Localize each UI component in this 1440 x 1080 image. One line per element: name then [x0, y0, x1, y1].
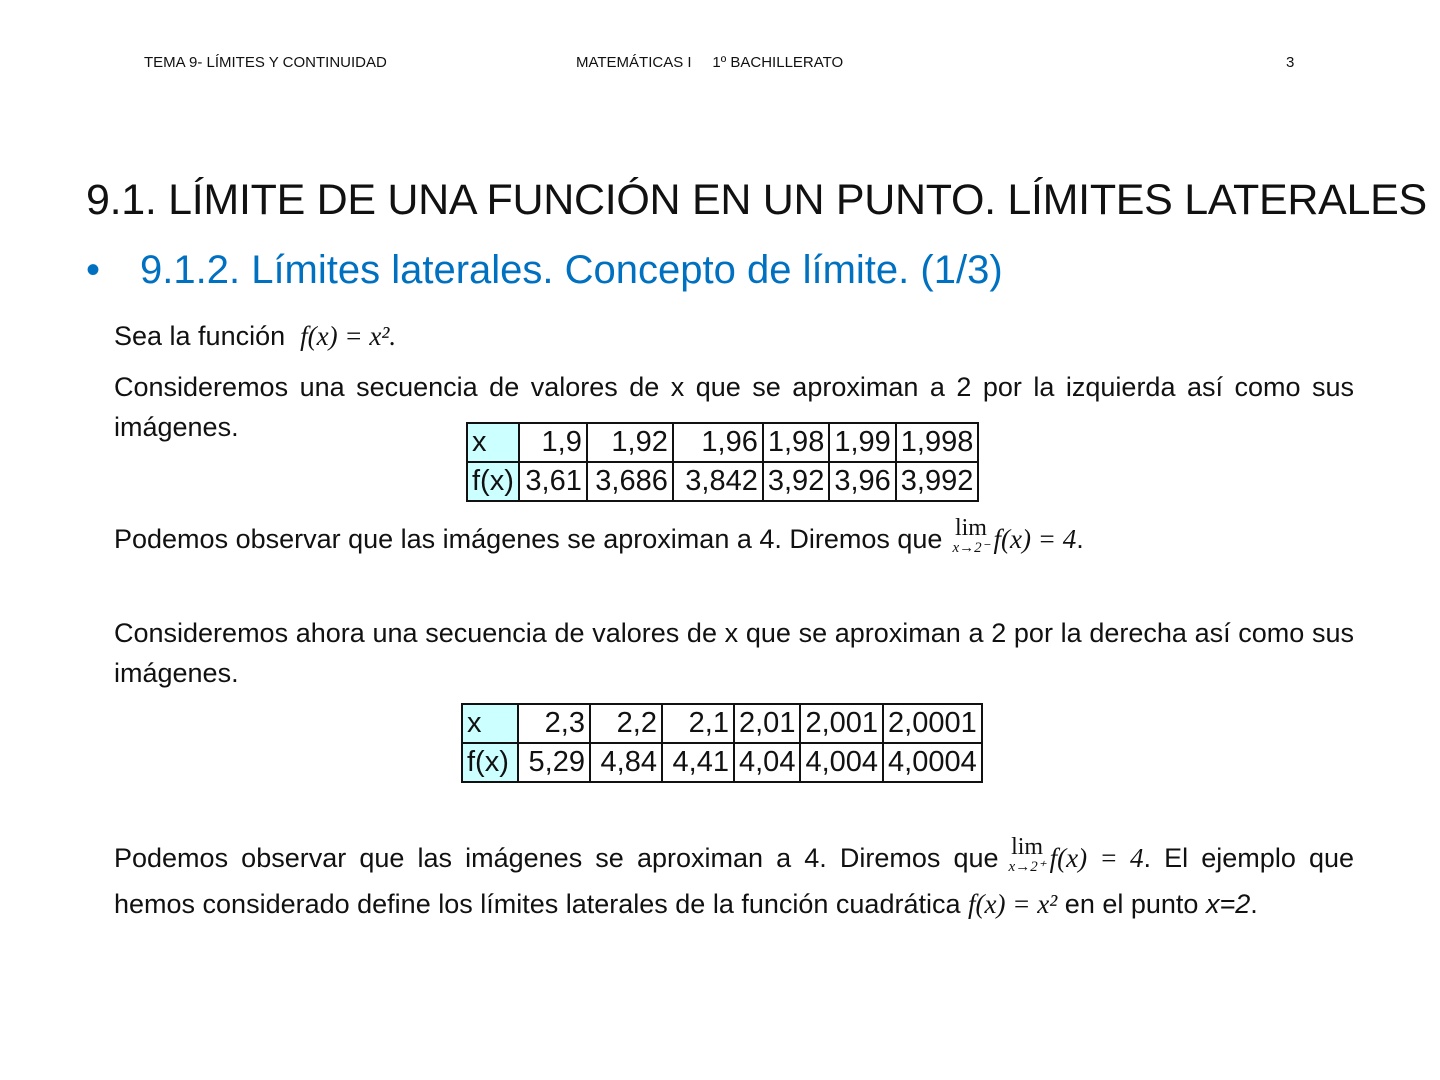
math-function: f(x) = x² — [968, 889, 1058, 919]
limit-notation — [952, 516, 989, 556]
cell: 1,99 — [829, 423, 895, 462]
lim: lim — [1011, 834, 1044, 860]
cell: 4,41 — [662, 743, 734, 782]
lim: lim — [954, 515, 987, 541]
cell: 1,96 — [673, 423, 763, 462]
text: Podemos observar que las imágenes se aproximan a 4. Diremos que — [114, 524, 943, 554]
cell: 3,992 — [896, 462, 979, 501]
math-expr: f(x) = 4 — [1049, 843, 1144, 873]
point: x=2 — [1205, 889, 1251, 919]
row-header: f(x) — [462, 743, 518, 782]
page-number: 3 — [1286, 54, 1295, 71]
lim-subscript: x→2⁺ — [1008, 859, 1046, 875]
table-row — [462, 743, 982, 782]
cell: 2,1 — [662, 704, 734, 743]
cell: 4,04 — [734, 743, 800, 782]
text: en el punto — [1064, 889, 1199, 919]
cell: 2,3 — [518, 704, 590, 743]
paragraph-right-limit — [114, 835, 1354, 927]
cell: 3,842 — [673, 462, 763, 501]
cell: 3,96 — [829, 462, 895, 501]
cell: 1,98 — [763, 423, 829, 462]
paragraph-left-sequence: Consideremos una secuencia de valores de x que se aproximan a 2 por la izquierda así como sus imágenes. — [114, 372, 1354, 442]
math-function: f(x) = x². — [300, 321, 397, 351]
subsection-text: 9.1.2. Límites laterales. Concepto de límite. (1/3) — [140, 248, 1003, 292]
cell: 4,0004 — [883, 743, 982, 782]
table-row — [462, 704, 982, 743]
cell: 5,29 — [518, 743, 590, 782]
table-row — [467, 462, 978, 501]
row-header: x — [467, 423, 519, 462]
paragraph-left-limit — [114, 516, 1354, 559]
row-header: x — [462, 704, 518, 743]
cell: 1,9 — [519, 423, 587, 462]
cell: 1,998 — [896, 423, 979, 462]
table-right-values — [461, 703, 983, 783]
cell: 2,001 — [800, 704, 883, 743]
subsection-title — [86, 248, 1003, 293]
cell: 3,686 — [587, 462, 673, 501]
text: Podemos observar que las imágenes se aproximan a 4. Diremos que — [114, 843, 999, 873]
cell: 4,004 — [800, 743, 883, 782]
cell: 1,92 — [587, 423, 673, 462]
paragraph-right-sequence: Consideremos ahora una secuencia de valores de x que se aproximan a 2 por la derecha así como sus imágenes. — [114, 618, 1354, 688]
table-left-values — [466, 422, 979, 502]
text: Sea la función — [114, 321, 286, 351]
cell: 3,92 — [763, 462, 829, 501]
math-expr: f(x) = 4 — [993, 524, 1077, 554]
bullet-icon: • — [86, 248, 101, 292]
text: . El ejemplo que hemos considerado define los límites laterales de la función cuadrática — [114, 843, 1354, 919]
text: . — [1076, 524, 1084, 554]
cell: 2,2 — [590, 704, 662, 743]
row-header: f(x) — [467, 462, 519, 501]
section-title: 9.1. LÍMITE DE UNA FUNCIÓN EN UN PUNTO. LÍMITES LATERALES — [86, 176, 1427, 224]
text: . — [1250, 889, 1258, 919]
cell: 2,01 — [734, 704, 800, 743]
cell: 3,61 — [519, 462, 587, 501]
limit-notation — [1009, 835, 1046, 875]
lim-subscript: x→2⁻ — [952, 540, 990, 556]
paragraph-function — [114, 316, 1354, 356]
header-course: MATEMÁTICAS I 1º BACHILLERATO — [576, 54, 844, 71]
cell: 4,84 — [590, 743, 662, 782]
table-row — [467, 423, 978, 462]
header-chapter: TEMA 9- LÍMITES Y CONTINUIDAD — [144, 54, 387, 71]
cell: 2,0001 — [883, 704, 982, 743]
